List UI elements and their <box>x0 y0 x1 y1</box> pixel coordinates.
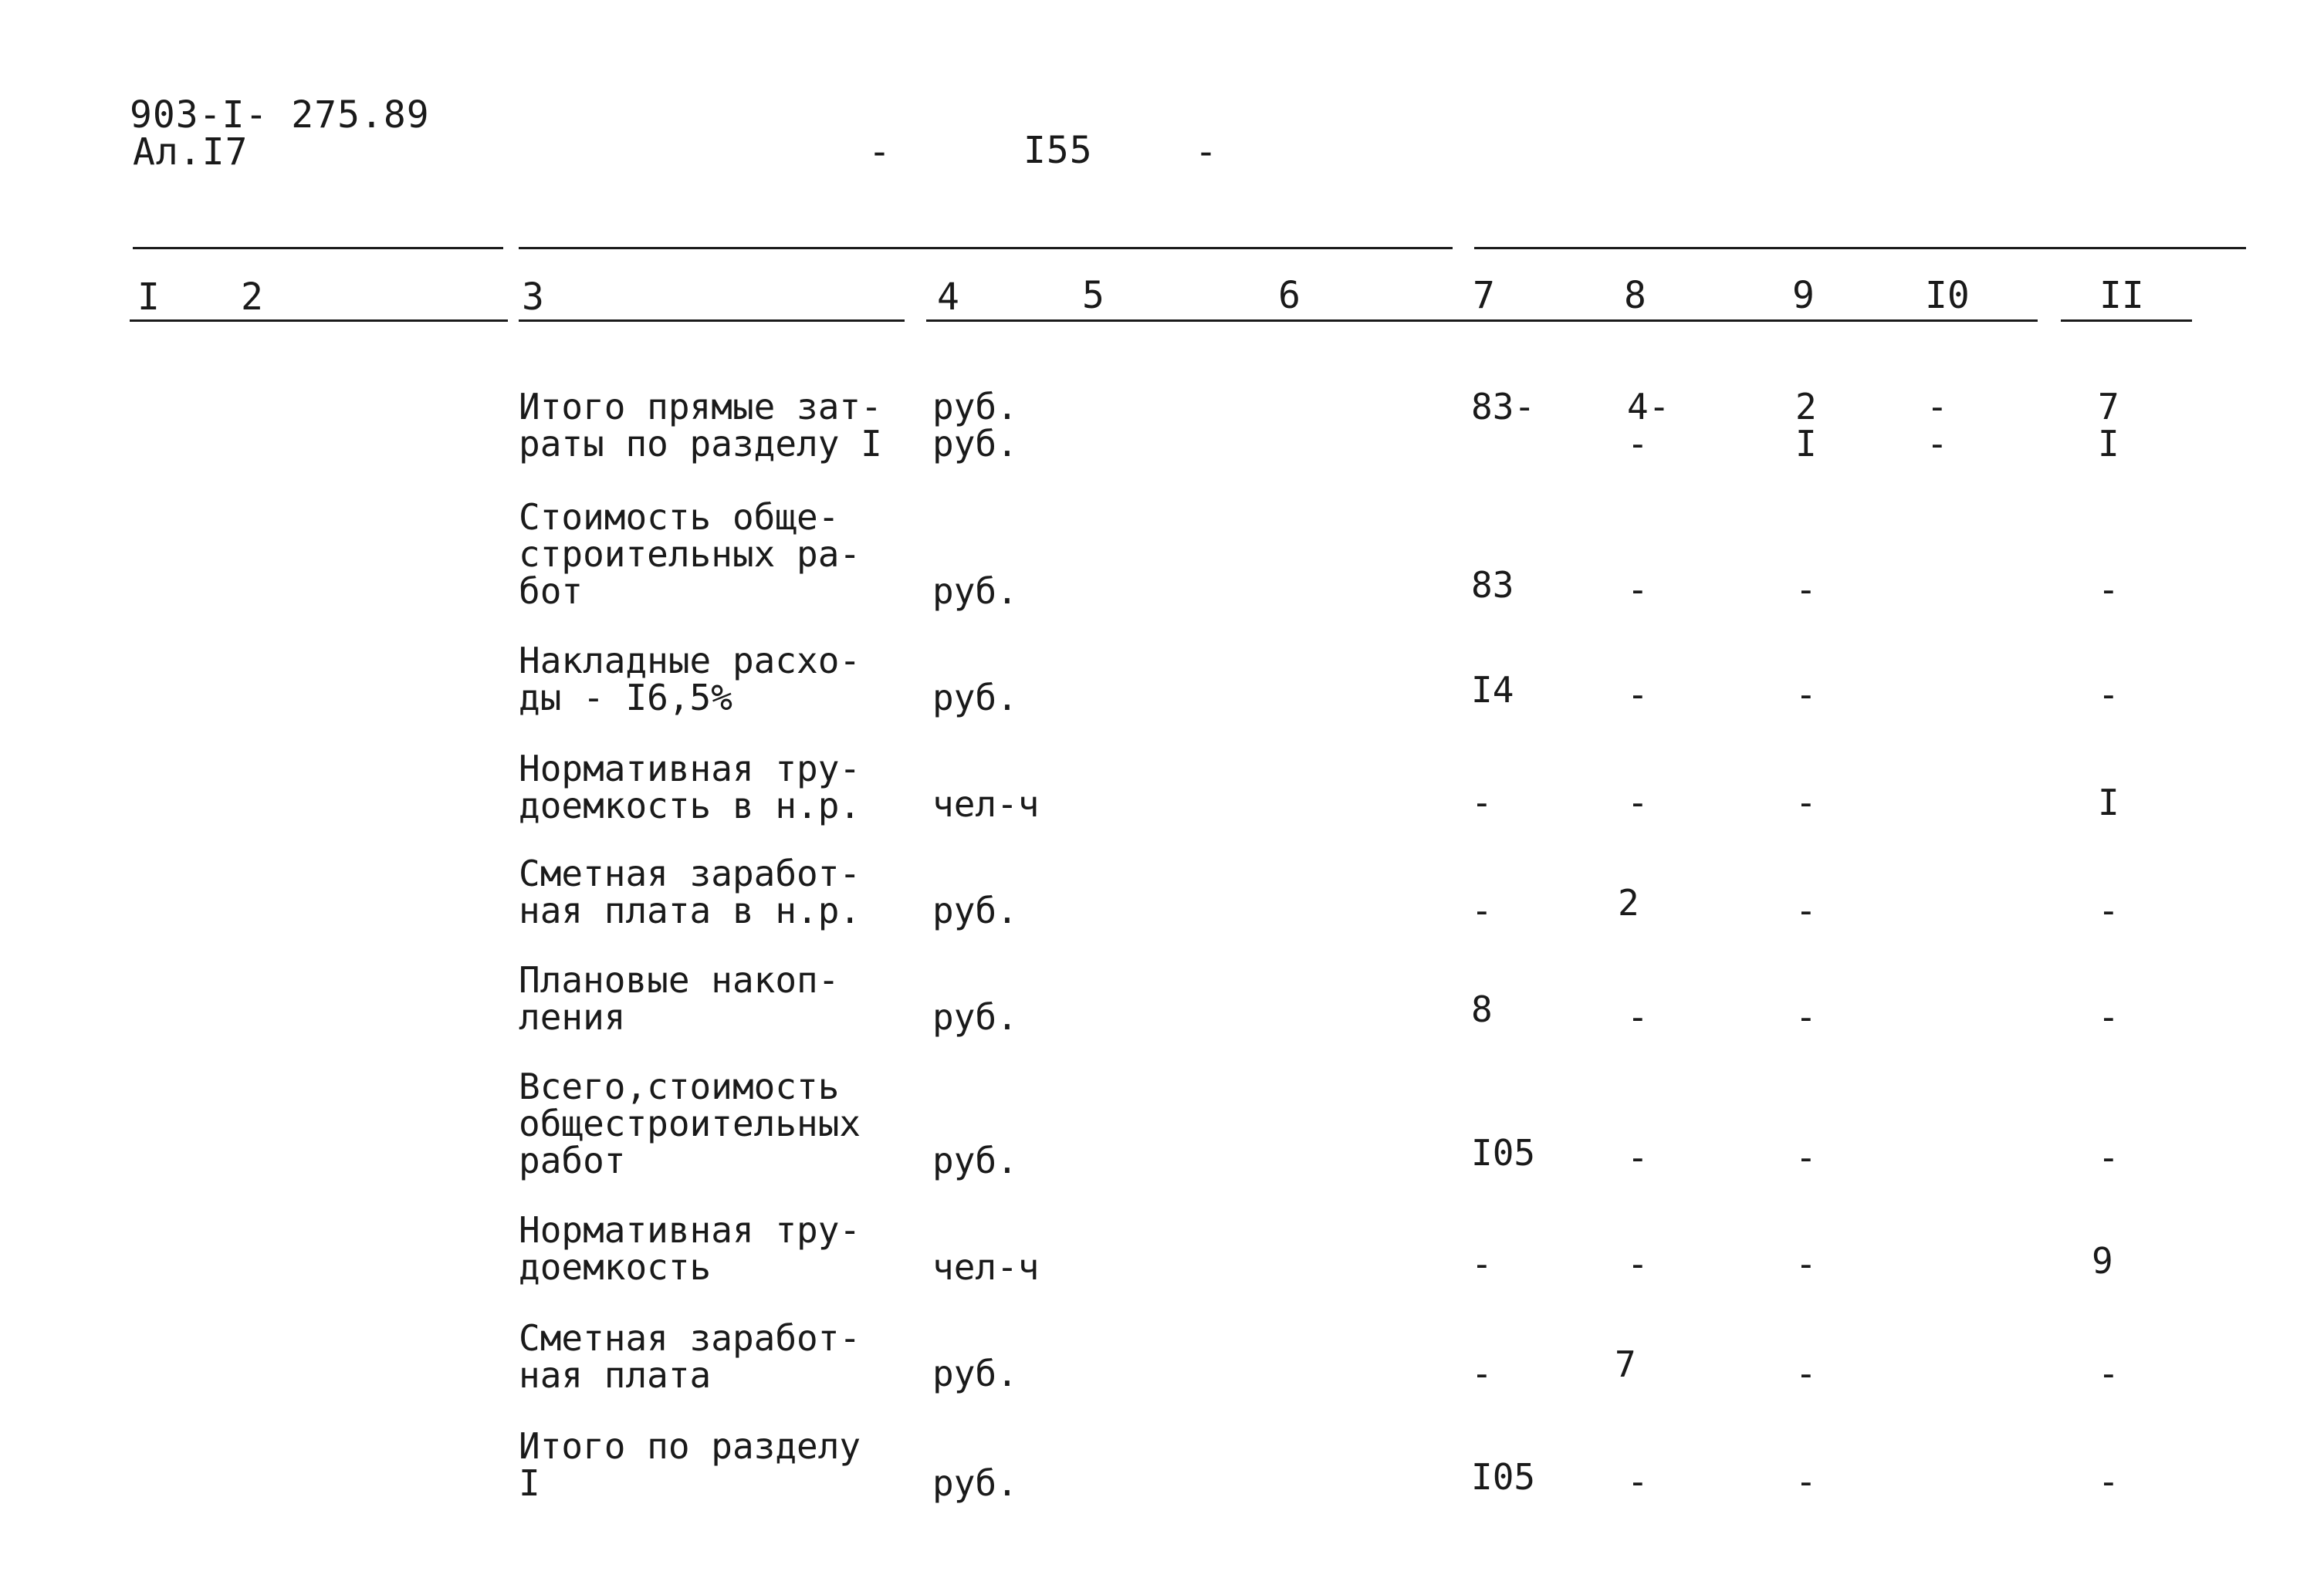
col-header-9: 9 <box>1792 274 1815 317</box>
row-unit: руб. руб. <box>932 386 1018 465</box>
col-header-1: I <box>137 275 160 319</box>
row-col7: - <box>1471 782 1493 823</box>
row-col11: - <box>2098 996 2119 1038</box>
row-unit: чел-ч <box>932 1246 1040 1288</box>
row-col9: - <box>1795 1137 1817 1178</box>
row-unit: руб. <box>932 570 1018 612</box>
row-col9: - <box>1795 782 1817 823</box>
row-col8: 2 <box>1618 882 1639 924</box>
col-header-11: II <box>2099 274 2144 317</box>
row-col7: 83 <box>1471 564 1514 606</box>
page-dash-right: - <box>1195 130 1218 174</box>
row-col11: - <box>2098 890 2119 931</box>
row-unit: руб. <box>932 996 1018 1038</box>
row-col11: 7 I <box>2098 386 2119 465</box>
col-header-2: 2 <box>241 275 263 319</box>
top-rule-seg-3 <box>1474 247 2246 249</box>
row-col7: - <box>1471 890 1493 931</box>
row-col8: - <box>1627 674 1649 715</box>
page-dash-left: - <box>868 130 891 174</box>
row-label: Нормативная тру- доемкость в н.р. <box>519 748 861 826</box>
row-col11: - <box>2098 674 2119 715</box>
row-col9: - <box>1795 1243 1817 1285</box>
row-col9: - <box>1795 996 1817 1038</box>
row-col8: - <box>1627 782 1649 823</box>
header-rule-seg-4 <box>2061 319 2192 322</box>
row-col9: - <box>1795 674 1817 715</box>
row-col8: - <box>1627 1137 1649 1178</box>
row-col7: I4 <box>1471 669 1514 711</box>
col-header-4: 4 <box>937 275 959 319</box>
row-unit: руб. <box>932 677 1018 718</box>
row-col8: - <box>1627 569 1649 610</box>
row-col11: I <box>2098 782 2119 823</box>
row-col7: 8 <box>1471 988 1493 1030</box>
row-col9: 2 I <box>1795 386 1817 465</box>
header-rule-seg-3 <box>926 319 2038 322</box>
row-col11: - <box>2098 1137 2119 1178</box>
row-unit: руб. <box>932 1353 1018 1394</box>
header-rule-seg-2 <box>519 319 905 322</box>
row-unit: руб. <box>932 890 1018 931</box>
row-col8: - <box>1627 1243 1649 1285</box>
row-col7: I05 <box>1471 1456 1536 1498</box>
row-unit: руб. <box>932 1462 1018 1504</box>
sheet-number: Ал.I7 <box>133 130 249 174</box>
row-col11: - <box>2098 569 2119 610</box>
row-col7: I05 <box>1471 1132 1536 1174</box>
row-col9: - <box>1795 890 1817 931</box>
col-header-6: 6 <box>1278 274 1301 317</box>
row-label: Сметная заработ- ная плата <box>519 1317 861 1396</box>
row-label: Накладные расхо- ды - I6,5% <box>519 640 861 718</box>
top-rule-seg-1 <box>133 247 503 249</box>
row-label: Нормативная тру- доемкость <box>519 1209 861 1288</box>
row-col7: - <box>1471 1243 1493 1285</box>
row-unit: чел-ч <box>932 783 1040 825</box>
row-col10: - - <box>1927 386 1948 465</box>
row-col8: 7 <box>1615 1343 1636 1385</box>
row-col9: - <box>1795 569 1817 610</box>
row-col7: 83- <box>1471 386 1536 427</box>
row-unit: руб. <box>932 1140 1018 1181</box>
top-rule-seg-2 <box>519 247 1453 249</box>
row-col8: - <box>1627 1461 1649 1502</box>
row-label: Всего,стоимость общестроительных работ <box>519 1066 861 1181</box>
page-number: I55 <box>1023 129 1093 172</box>
row-col9: - <box>1795 1353 1817 1394</box>
row-label: Итого по разделу I <box>519 1425 861 1504</box>
row-col11: - <box>2098 1461 2119 1502</box>
row-col11: - <box>2098 1353 2119 1394</box>
col-header-3: 3 <box>522 275 544 319</box>
header-rule-seg-1 <box>130 319 508 322</box>
col-header-5: 5 <box>1082 274 1104 317</box>
row-label: Плановые накоп- ления <box>519 959 840 1038</box>
row-label: Сметная заработ- ная плата в н.р. <box>519 853 861 931</box>
row-label: Итого прямые зат- раты по разделу I <box>519 386 882 465</box>
row-col9: - <box>1795 1461 1817 1502</box>
row-col11: 9 <box>2092 1240 2113 1282</box>
row-col7: - <box>1471 1353 1493 1394</box>
row-col8: 4- - <box>1627 386 1670 465</box>
col-header-7: 7 <box>1473 274 1495 317</box>
col-header-8: 8 <box>1624 274 1646 317</box>
row-col8: - <box>1627 996 1649 1038</box>
row-label: Стоимость обще- строительных ра- бот <box>519 496 861 612</box>
col-header-10: I0 <box>1925 274 1970 317</box>
document-code: 903-I- 275.89 <box>130 93 430 137</box>
